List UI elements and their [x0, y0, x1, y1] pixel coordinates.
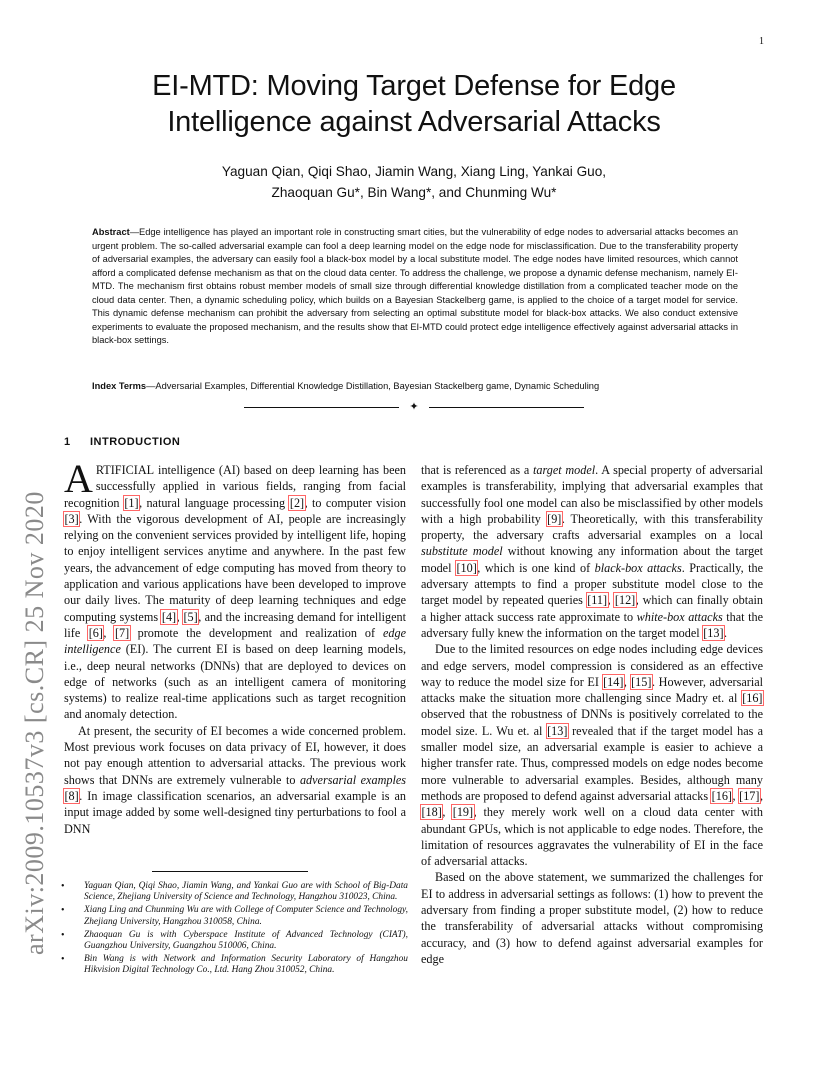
citation-link[interactable]: [16]: [711, 788, 732, 803]
citation-link[interactable]: [2]: [289, 495, 305, 510]
footnote-item: • Xiang Ling and Chunming Wu are with College of Computer Science and Technology, Zhejiang University, Hangzhou 310058, China.: [58, 905, 408, 927]
divider-rule-left: [244, 407, 399, 408]
citation-link[interactable]: [19]: [452, 805, 474, 820]
emphasis: white-box attacks: [636, 609, 723, 624]
citation-link[interactable]: [11]: [587, 593, 608, 608]
citation-link[interactable]: [13]: [703, 625, 724, 640]
citation-link[interactable]: [7]: [114, 625, 130, 640]
arxiv-stamp: arXiv:2009.10537v3 [cs.CR] 25 Nov 2020: [20, 491, 49, 955]
index-terms-text: —Adversarial Examples, Differential Knowledge Distillation, Bayesian Stackelberg game, Dynamic Scheduling: [146, 381, 600, 391]
emphasis: adversarial examples: [299, 772, 406, 787]
citation-link[interactable]: [12]: [614, 593, 636, 608]
citation-link[interactable]: [15]: [631, 674, 652, 689]
section-title: INTRODUCTION: [90, 436, 181, 448]
citation-link[interactable]: [9]: [547, 511, 562, 526]
section-heading: [64, 436, 180, 448]
index-terms-label: Index Terms: [92, 381, 147, 391]
citation-link[interactable]: [4]: [161, 609, 177, 624]
author-list: [80, 161, 748, 203]
index-terms: [92, 380, 738, 393]
footnote-rule: [152, 871, 308, 872]
dropcap: A: [64, 456, 93, 501]
citation-link[interactable]: [14]: [603, 674, 624, 689]
abstract-label: Abstract: [92, 227, 130, 237]
citation-link[interactable]: [10]: [456, 560, 477, 575]
citation-link[interactable]: [3]: [64, 511, 79, 526]
citation-link[interactable]: [8]: [64, 788, 79, 803]
intro-paragraph-4: Due to the limited resources on edge nodes including edge devices and edge servers, model compression is considered as an effective way to reduce the model size for EI [14], [15]. However, adversarial attacks make the situation more challenging since Madry et. al [16] observed that the robustness of DNNs is positively correlated to the model size. L. Wu et. al [13] revealed that if the target model has a smaller model size, an adversarial example is easier to achieve a higher transfer rate. Thus, compressed models on edge nodes become more vulnerable to adversarial examples. Besides, although many methods are proposed to defend against adversarial attacks [16], [17], [18], [19], they merely work well on a cloud data center with abundant GPUs, which is not applicable to edge nodes. Therefore, the limitation of resources aggravates the vulnerability of EI in the face of adversarial attacks.: [421, 642, 764, 869]
abstract-text: —Edge intelligence has played an important role in constructing smart cities, but the vulnerability of edge nodes to adversarial attacks becomes an urgent problem. The so-called adversarial example can fool a deep learning model on the edge node for misclassification. Due to the transferability property of adversarial examples, the adversary can easily fool a black-box model by a local substitute model. The edge nodes have limited resources, which cannot afford a complicated defense mechanism as that on the cloud data center. To address the challenge, we propose a dynamic defense mechanism, namely EI-MTD. The mechanism first obtains robust member models of small size through differential knowledge distillation from a complicated teacher mode on the cloud data center. Then, a dynamic scheduling policy, which builds on a Bayesian Stackelberg game, is applied to the choice of a target model for service. This dynamic defense mechanism can prohibit the adversary from selecting an optimal substitute model for black-box attacks. We also conduct extensive experiments to evaluate the proposed mechanism, and the results show that EI-MTD could protect edge intelligence effectively against adversarial attacks in black-box settings.: [92, 227, 738, 345]
emphasis: edge intelligence: [64, 625, 406, 657]
page-number: 1: [759, 36, 764, 47]
citation-link[interactable]: [6]: [88, 625, 103, 640]
citation-link[interactable]: [17]: [739, 788, 760, 803]
footnote-item: • Bin Wang is with Network and Information Security Laboratory of Hangzhou Hikvision Digital Technology Co., Ltd. Hang Zhou 310052, China.: [58, 954, 408, 976]
affiliation-footnotes: [58, 881, 408, 979]
section-divider: [244, 400, 584, 414]
author-line-1: Yaguan Qian, Qiqi Shao, Jiamin Wang, Xiang Ling, Yankai Guo,: [221, 164, 607, 179]
right-column: [421, 462, 763, 967]
dropcap-smallcaps: RTIFICIAL: [95, 463, 155, 477]
emphasis: target model: [532, 463, 596, 477]
emphasis: substitute model: [421, 544, 503, 559]
citation-link[interactable]: [5]: [183, 609, 198, 624]
divider-rule-right: [429, 407, 584, 408]
left-column: [64, 456, 406, 837]
footnote-item: • Yaguan Qian, Qiqi Shao, Jiamin Wang, and Yankai Guo are with School of Big-Data Science, Zhejiang University of Science and Technology, Hangzhou 310023, China.: [58, 881, 408, 903]
paper-title: EI-MTD: Moving Target Defense for Edge Intelligence against Adversarial Attacks: [152, 70, 676, 138]
intro-paragraph-3: that is referenced as a target model. A special property of adversarial examples is transferability, implying that adversarial examples that successfully fool one model can also be misclassified by other models with a high probability [9]. Theoretically, with this transferability property, the adversary crafts adversarial examples on a local substitute model without knowing any information about the target model [10], which is one kind of black-box attacks. Practically, the adversary attempts to find a proper substitute model close to the target model by repeated queries [11], [12], which can finally obtain a higher attack success rate approximate to white-box attacks that the adversary fully knew the information on the target model [13].: [421, 463, 763, 640]
author-line-2: Zhaoquan Gu*, Bin Wang*, and Chunming Wu*: [271, 185, 557, 200]
abstract: [92, 226, 738, 348]
emphasis: black-box attacks: [594, 560, 682, 575]
divider-ornament-icon: ✦: [409, 401, 419, 413]
intro-paragraph-2: At present, the security of EI becomes a wide concerned problem. Most previous work focuses on data privacy of EI, however, it does not pay enough attention to adversarial attacks. The previous work shows that DNNs are extremely vulnerable to adversarial examples [8]. In image classification scenarios, an adversarial example is an input image added by some well-designed tiny perturbations to fool a DNN: [64, 723, 406, 836]
citation-link[interactable]: [13]: [547, 723, 568, 738]
intro-paragraph-1: ARTIFICIAL intelligence (AI) based on deep learning has been successfully applied in various fields, ranging from facial recognition [1], natural language processing [2], to computer vision [3]. With the vigorous development of AI, people are increasingly relying on the convenient services provided by intelligent life, hoping to enjoy intelligent services anytime and anywhere. In the past few years, the advancement of edge computing has moved from theory to application and various applications have been developed to improve our daily lives. The maturity of deep learning techniques and edge computing systems [4], [5], and the increasing demand for intelligent life [6], [7] promote the development and realization of edge intelligence (EI). The current EI is based on deep learning models, i.e., deep neural networks (DNNs) that are deployed to devices on edge of networks (such as an intelligent camera of monitoring systems) to realize real-time applications such as target recognition and anomaly detection.: [64, 456, 406, 722]
citation-link[interactable]: [18]: [421, 805, 442, 820]
section-number: 1: [64, 436, 71, 448]
citation-link[interactable]: [16]: [742, 691, 763, 706]
footnote-item: • Zhaoquan Gu is with Cyberspace Institute of Advanced Technology (CIAT), Guangzhou University, Guangzhou 510006, China.: [58, 930, 408, 952]
citation-link[interactable]: [1]: [124, 495, 139, 510]
intro-paragraph-5: Based on the above statement, we summarized the challenges for EI to address in adversarial settings as follows: (1) how to prevent the adversary from finding a proper substitute model, (2) how to reduce the transferability of adversarial attacks without compromising accuracy, and (3) how to defend against adversarial examples for edge: [421, 870, 763, 966]
